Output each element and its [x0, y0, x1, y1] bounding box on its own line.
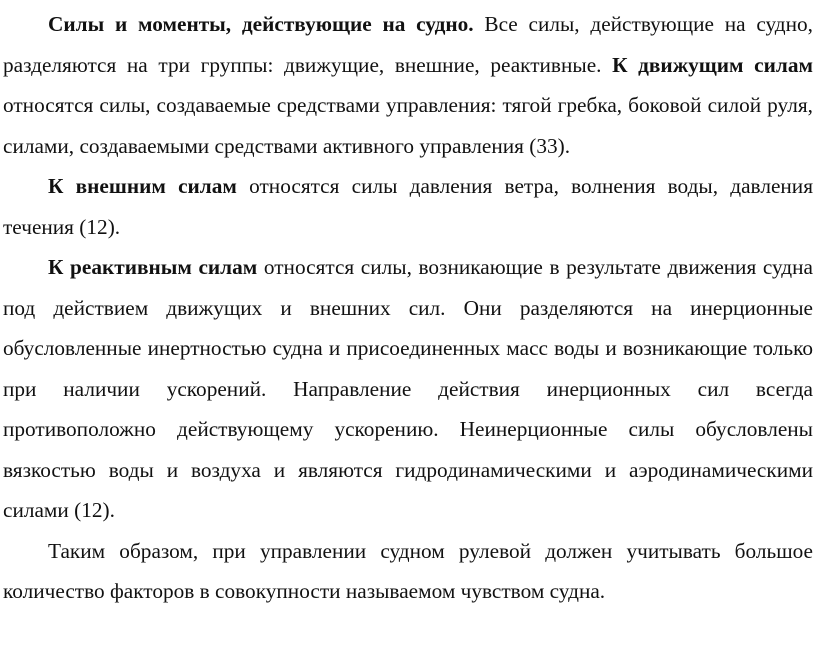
paragraph-conclusion: [3, 531, 813, 612]
paragraph-external-forces: [3, 166, 813, 247]
term-driving-forces: К движущим силам: [612, 52, 813, 77]
paragraph-text: относятся силы давления ветра, волнения воды, давления течения (12).: [3, 174, 813, 239]
paragraph-forces-overview: [3, 4, 813, 166]
paragraph-text: относятся силы, создаваемые средствами управления: тягой гребка, боковой силой руля, силами, создаваемыми средствами активного управления (33).: [3, 93, 813, 158]
paragraph-text: Все силы, действующие на судно, разделяются на три группы: движущие, внешние, реактивные.: [3, 12, 814, 77]
term-external-forces: К внешним силам: [48, 174, 237, 198]
heading-forces-and-moments: Силы и моменты, действующие на судно.: [48, 12, 474, 36]
term-reactive-forces: К реактивным силам: [48, 255, 258, 279]
paragraph-text: относятся силы, возникающие в результате движения судна под действием движущих и внешних сил. Они разделяются на инерционные обусловленные инертностью судна и присоединенных масс воды и возникающие только при наличии ускорений. Направление действия инерционных сил всегда противоположно действующему ускорению. Неинерционные силы обусловлены вязкостью воды и воздуха и являются гидродинамическими и аэродинамическими силами (12).: [3, 255, 813, 522]
paragraph-text: Таким образом, при управлении судном рулевой должен учитывать большое количество факторов в совокупности называемом чувством судна.: [3, 538, 813, 603]
paragraph-reactive-forces: [3, 247, 813, 531]
